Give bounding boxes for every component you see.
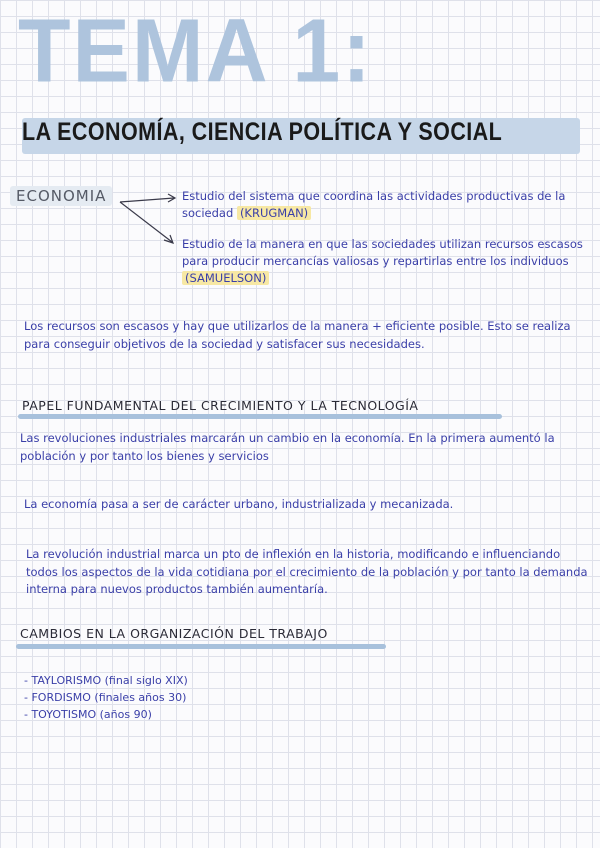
definition-samuelson-text: Estudio de la manera en que las sociedades utilizan recursos escasos para producir mercancías valiosas y repartirlas entre los individuos [182,237,583,268]
definition-arrows-icon [118,190,180,248]
list-item: - FORDISMO (finales años 30) [24,691,187,704]
section-underline [16,644,386,649]
work-models-list [24,672,188,723]
definition-krugman [182,188,587,222]
section-underline [18,414,502,419]
list-item: - TOYOTISMO (años 90) [24,708,152,721]
term-economia: ECONOMIA [10,186,112,206]
section-heading-work: CAMBIOS EN LA ORGANIZACIÓN DEL TRABAJO [20,626,328,641]
paragraph-inflection: La revolución industrial marca un pto de inflexión en la historia, modificando e influenciando todos los aspectos de la vida cotidiana por el crecimiento de la población y por tanto la demanda interna para nuevos productos también aumentaría. [26,547,588,596]
section-heading-growth: PAPEL FUNDAMENTAL DEL CRECIMIENTO Y LA TECNOLOGÍA [22,398,419,413]
page-subtitle: LA ECONOMÍA, CIENCIA POLÍTICA Y SOCIAL [22,118,503,146]
page-title: TEMA 1: [18,0,373,102]
paragraph-urban: La economía pasa a ser de carácter urbano, industrializada y mecanizada. [24,497,454,511]
paragraph-revolutions: Las revoluciones industriales marcarán un cambio en la economía. En la primera aumentó la población y por tanto los bienes y servicios [20,431,555,463]
author-krugman: (KRUGMAN) [237,206,311,220]
definition-samuelson [182,236,587,287]
list-item: - TAYLORISMO (final siglo XIX) [24,674,188,687]
author-samuelson: (SAMUELSON) [182,271,269,285]
definition-krugman-text: Estudio del sistema que coordina las actividades productivas de la sociedad [182,189,566,220]
scarcity-paragraph: Los recursos son escasos y hay que utilizarlos de la manera + eficiente posible. Esto se realiza para conseguir objetivos de la sociedad y satisfacer sus necesidades. [24,319,571,351]
